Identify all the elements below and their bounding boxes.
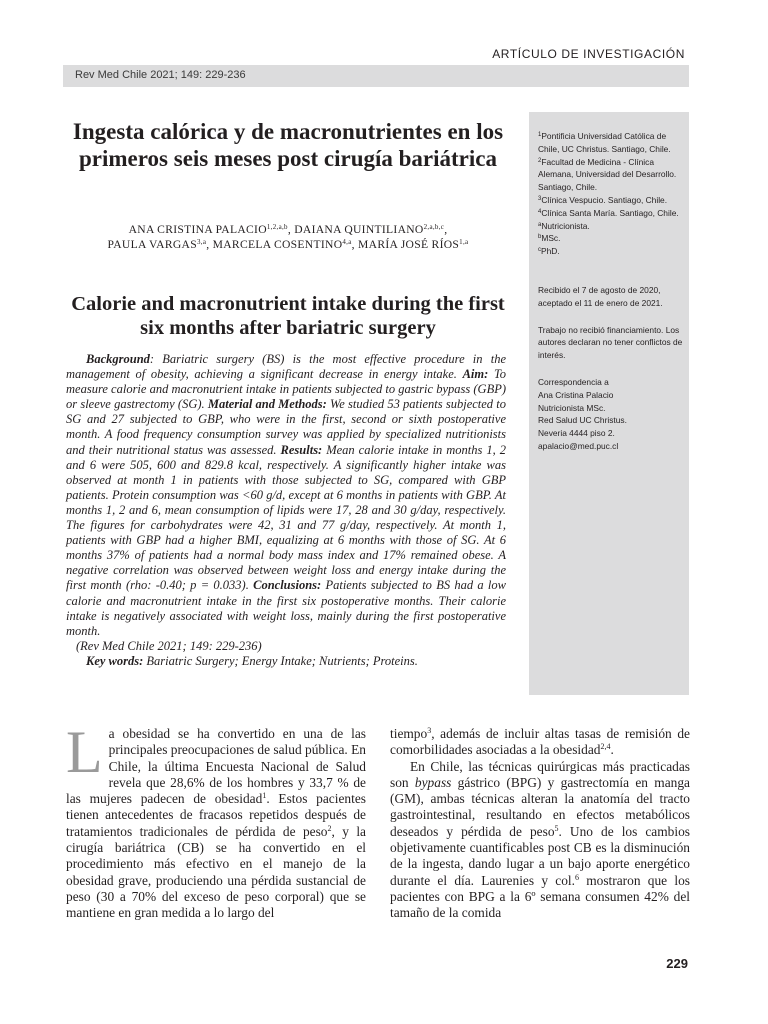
english-title: Calorie and macronutrient intake during the first six months after bariatric surgery: [71, 293, 505, 339]
affiliation-4: $^4$Clínica Santa María. Santiago, Chile.: [538, 207, 679, 218]
body-paragraph-2: En Chile, las técnicas quirúrgicas más practicadas son bypass gástrico (BPG) y gastrectomía en manga (GM), ambas técnicas alteran la anatomía del tracto gastrointestinal, resultando en efectos metabólicos deseados y pérdida de peso$^5$. Uno de los cambios objetivamente cuantificables post CB es la disminución de la ingesta, dando lugar a un bajo aporte energético durante el día. Laurenies y col.$^6$ mostraron que los pacientes con BPG a la 6º semana consumen 42% del tamaño de la comida: [390, 758, 691, 921]
drop-cap: L: [66, 719, 103, 785]
correspondence-email[interactable]: apalacio@med.puc.cl: [538, 440, 619, 451]
section-label: ARTÍCULO DE INVESTIGACIÓN: [492, 47, 685, 61]
abstract-citation: (Rev Med Chile 2021; 149: 229-236): [76, 638, 262, 653]
article-title: Ingesta calórica y de macronutrientes en los primeros seis meses post cirugía bariátrica: [72, 119, 504, 171]
correspondence-role: Nutricionista MSc.: [538, 402, 606, 413]
correspondence-address: Neveria 4444 piso 2.: [538, 428, 615, 439]
abstract: [66, 352, 506, 669]
correspondence-name: Ana Cristina Palacio: [538, 389, 614, 400]
journal-reference: Rev Med Chile 2021; 149: 229-236: [75, 69, 246, 81]
body-column-left: [66, 719, 366, 922]
body-paragraph-1-cont: tiempo$^3$, además de incluir altas tasas de remisión de comorbilidades asociadas a la obesidad$^{2,4}$.: [390, 726, 690, 758]
body-column-right: [390, 726, 690, 922]
role-b: $^b$MSc.: [538, 233, 561, 244]
affiliation-1: $^1$Pontificia Universidad Católica de Chile, UC Christus. Santiago, Chile.: [538, 131, 671, 154]
correspondence-title: Correspondencia a: [538, 376, 609, 387]
correspondence-block: [538, 376, 683, 453]
author-list: ANA CRISTINA PALACIO$^{1,2,a,b}$, DAIANA QUINTILIANO$^{2,a,b,c}$, PAULA VARGAS$^{3,a}$, MARCELA COSENTINO$^{4,a}$, MARÍA JOSÉ RÍOS$^{1,a}$: [107, 223, 469, 251]
role-a: $^a$Nutricionista.: [538, 220, 590, 231]
keywords: Key words: Bariatric Surgery; Energy Intake; Nutrients; Proteins.: [86, 653, 418, 668]
affiliations-sidebar: [529, 112, 689, 695]
role-c: $^c$PhD.: [538, 246, 560, 257]
page-number: 229: [666, 956, 688, 971]
affiliation-2: $^2$Facultad de Medicina - Clínica Alemana, Universidad del Desarrollo. Santiago, Chile.: [538, 156, 677, 193]
correspondence-org: Red Salud UC Christus.: [538, 415, 627, 426]
abstract-body: Background: Bariatric surgery (BS) is the most effective procedure in the management of obesity, achieving a significant decrease in energy intake. Aim: To measure calorie and macronutrient intake in patients subjected to gastric bypass (GBP) or sleeve gastrectomy (SG). Material and Methods: We studied 53 patients subjected to SG and 27 subjected to GBP, who were in the first, second or sixth postoperative month. A food frequency consumption survey was applied by specialized nutritionists and their nutritional status was assessed. Results: Mean calorie intake in months 1, 2 and 6 were 505, 600 and 829.8 kcal, respectively. A significantly higher intake was observed at month 1 in patients with those subjected to SG, compared with GBP patients. Protein consumption was <60 g/d, except at 6 months in patients with GBP. At months 1, 2 and 6, mean consumption of lipids were 17, 28 and 30 g/day, respectively. The figures for carbohydrates were 42, 31 and 77 g/day, respectively. At month 1, patients with GBP had a higher BMI, equalizing at 6 months with those of SG. At 6 months 37% of patients had a normal body mass index and 17% remained obese. A negative correlation was observed between weight loss and energy intake during the first month (rho: -0.40; p = 0.033). Conclusions: Patients subjected to BS had a low calorie and macronutrient intake in the first six postoperative months. Their calorie intake is negatively associated with weight loss, mainly during the first postoperative month.: [66, 352, 506, 638]
body-paragraph-1: La obesidad se ha convertido en una de las principales preocupaciones de salud pública. En Chile, la última Encuesta Nacional de Salud revela que 28,6% de los hombres y 33,7 % de las mujeres padecen de obesidad$^1$. Estos pacientes tienen antecedentes de fracasos repetidos después de tratamientos tradicionales de pérdida de peso$^2$, y la cirugía bariátrica (CB) se ha convertido en el procedimiento más efectivo en el manejo de la obesidad grave, produciendo una pérdida sustancial de peso (30 a 70% del exceso de peso corporal) que se mantiene en gran medida a lo largo del: [66, 719, 366, 921]
journal-header-bar: [63, 65, 689, 87]
funding-statement: Trabajo no recibió financiamiento. Los autores declaran no tener conflictos de interés.: [538, 324, 683, 361]
affiliation-3: $^3$Clínica Vespucio. Santiago, Chile.: [538, 194, 668, 205]
received-dates: Recibido el 7 de agosto de 2020, aceptado el 11 de enero de 2021.: [538, 284, 663, 308]
